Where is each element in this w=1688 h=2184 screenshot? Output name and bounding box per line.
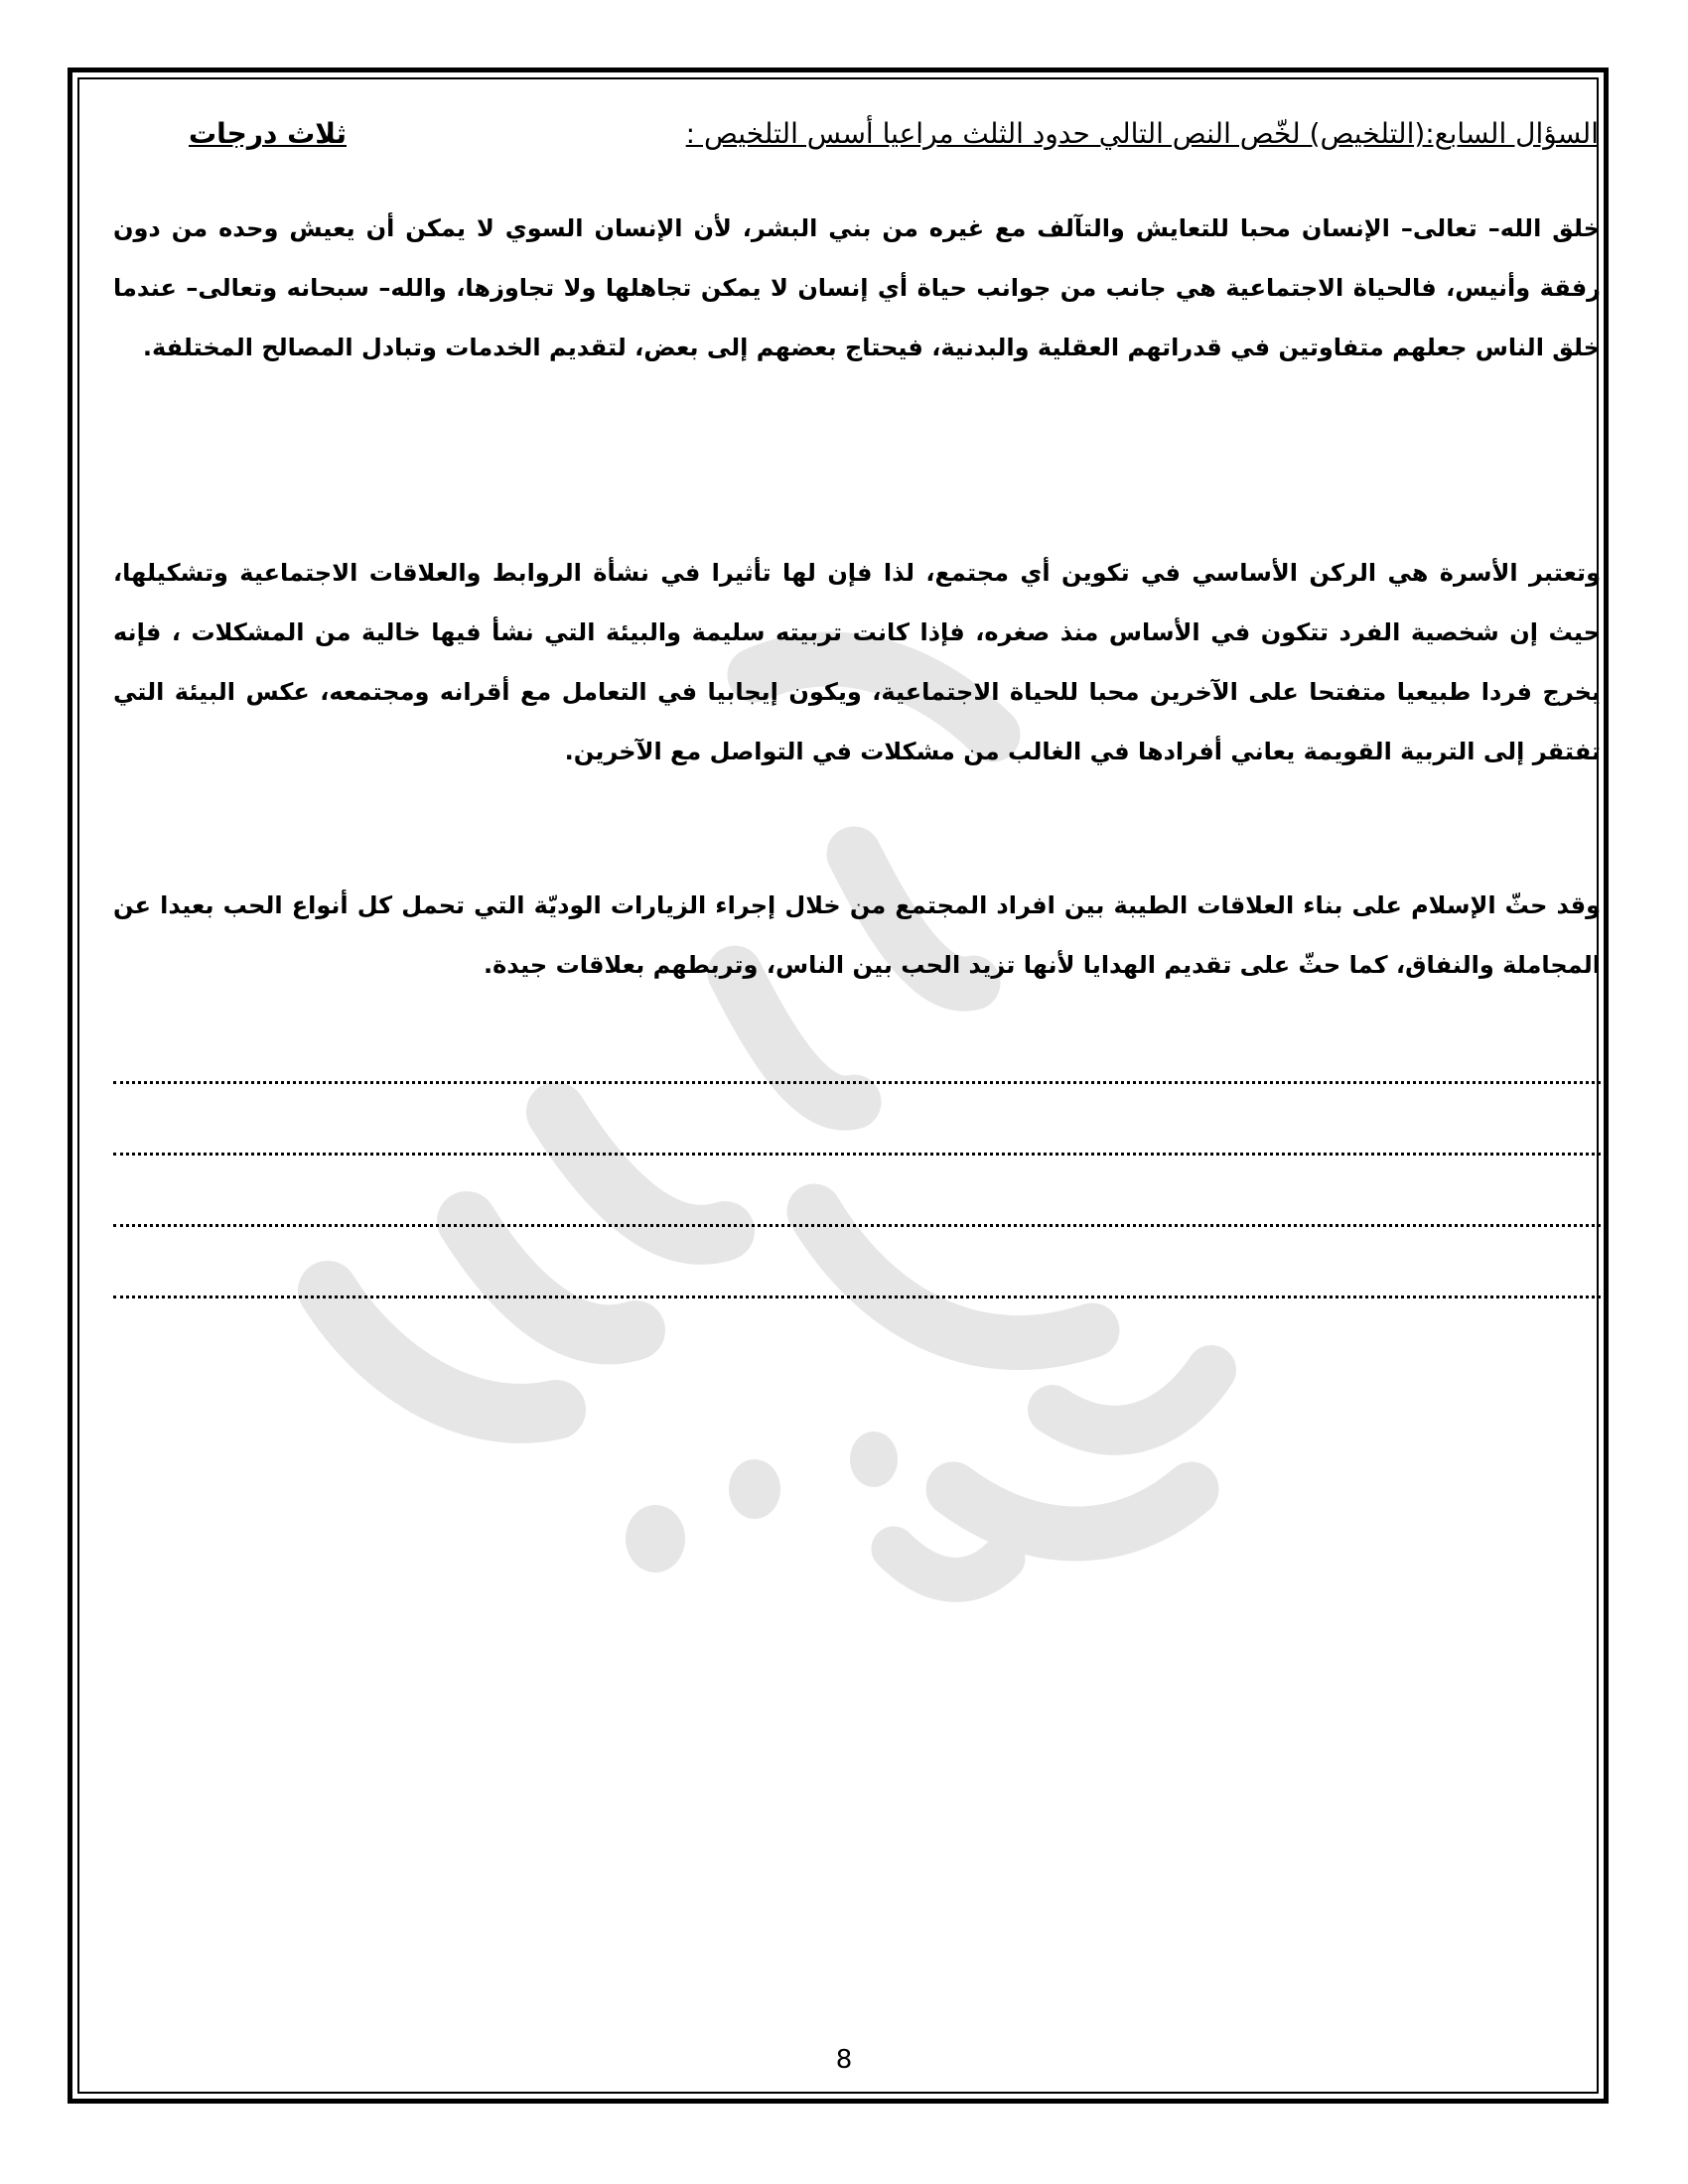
question-title: السؤال السابع:(التلخيص) لخّص النص التالي حدود الثلث مراعيا أسس التلخيص : (685, 117, 1599, 150)
answer-line-2[interactable] (113, 1084, 1601, 1156)
passage-paragraph-3: وقد حثّ الإسلام على بناء العلاقات الطيبة بين افراد المجتمع من خلال إجراء الزيارات الوديّة التي تحمل كل أنواع الحب بعيدا عن المجاملة والنفاق، كما حثّ على تقديم الهدايا لأنها تزيد الحب بين الناس، وتربطهم بعلاقات جيدة. (113, 891, 1601, 979)
answer-area (113, 1013, 1601, 1298)
question-header (189, 117, 1599, 157)
passage-paragraph-1: خلق الله– تعالى– الإنسان محبا للتعايش والتآلف مع غيره من بني البشر، لأن الإنسان السوي لا يمكن أن يعيش وحده من دون رفقة وأنيس، فالحياة الاجتماعية هي جانب من جوانب حياة أي إنسان لا يمكن تجاهلها ولا تجاوزها، والله– سبحانه وتعالى– عندما خلق الناس جعلهم متفاوتين في قدراتهم العقلية والبدنية، فيحتاج بعضهم إلى بعض، لتقديم الخدمات وتبادل المصالح المختلفة. (113, 214, 1601, 361)
grade-label: ثلاث درجات (189, 117, 347, 150)
page-number: 8 (835, 2045, 853, 2075)
answer-line-1[interactable] (113, 1013, 1601, 1084)
answer-line-3[interactable] (113, 1156, 1601, 1227)
answer-line-4[interactable] (113, 1227, 1601, 1298)
passage-paragraph-2: وتعتبر الأسرة هي الركن الأساسي في تكوين أي مجتمع، لذا فإن لها تأثيرا في نشأة الروابط والعلاقات الاجتماعية وتشكيلها، حيث إن شخصية الفرد تتكون في الأساس منذ صغره، فإذا كانت تربيته سليمة والبيئة التي نشأ فيها خالية من المشكلات ، فإنه يخرج فردا طبيعيا متفتحا على الآخرين محبا للحياة الاجتماعية، ويكون إيجابيا في التعامل مع أقرانه ومجتمعه، عكس البيئة التي تفتقر إلى التربية القويمة يعاني أفرادها في الغالب من مشكلات في التواصل مع الآخرين. (113, 559, 1601, 765)
